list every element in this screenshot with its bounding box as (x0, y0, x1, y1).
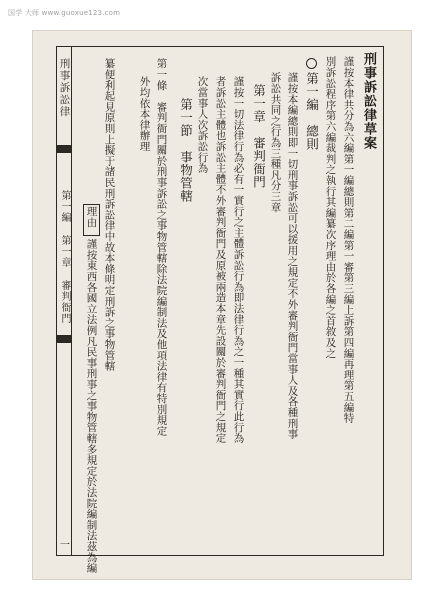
reason-text-2: 纂便利起見原則上擬于諸民刑訴訟律中故本條明定刑訴之事物管轄 (103, 58, 116, 372)
text-column-4: 謹按本編總則即一切刑事訴訟可以援用之規定不外審判衙門當事人及各種刑事 (286, 72, 299, 440)
text-column-1: 謹按本律共分為六編第一編總則第二編第一審第三編上訴第四編再理第五編特 (342, 56, 355, 424)
text-column-2: 別訴訟程序第六編裁判之執行其編纂次序理由於各編之首敘及之 (324, 56, 337, 359)
fish-tail-mark (57, 145, 71, 153)
chapter-heading: 第一章 審判衙門 (251, 84, 267, 189)
article-1-continued: 外均依本律辦理 (138, 76, 151, 152)
reason-text-1: 理由 謹按東西各國立法例凡民事刑事之事物管轄多規定於法院編制法茲為編 (85, 206, 98, 574)
text-column-8: 者訴訟主體也訴訟主體不外審判衙門及原被兩造本章先設關於審判衙門之規定 (214, 76, 227, 444)
text-column-5: 訴訟共同之行為三種凡分三章 (269, 72, 282, 213)
book-heading: 刑事訴訟律草案 (361, 52, 376, 150)
section-heading: 第一節 事物管轄 (178, 98, 194, 203)
part-heading-text: 第一編 總則 (304, 72, 320, 151)
margin-divider-line (71, 46, 72, 556)
watermark-text: 国学 大师 www.guoxue123.com (8, 9, 121, 17)
margin-book-title: 刑事訴訟律 (58, 58, 71, 118)
circle-mark-icon (306, 58, 317, 69)
fish-tail-mark-lower (57, 335, 71, 343)
part-heading (305, 58, 318, 151)
text-column-7: 謹按一切法律行為必有一實行之主體訴訟行為即法律行為之一種其實行此行為 (232, 76, 245, 444)
article-1-text: 第一條 審判衙門關於刑事訴訟之事物管轄除法院編制法及他項法律有特別規定 (155, 58, 168, 436)
text-column-9: 次當事人次訴訟行為 (196, 76, 209, 174)
page-number: 一 (60, 540, 70, 551)
margin-chapter-ref: 第一編 第一章 審判衙門 (59, 190, 70, 324)
